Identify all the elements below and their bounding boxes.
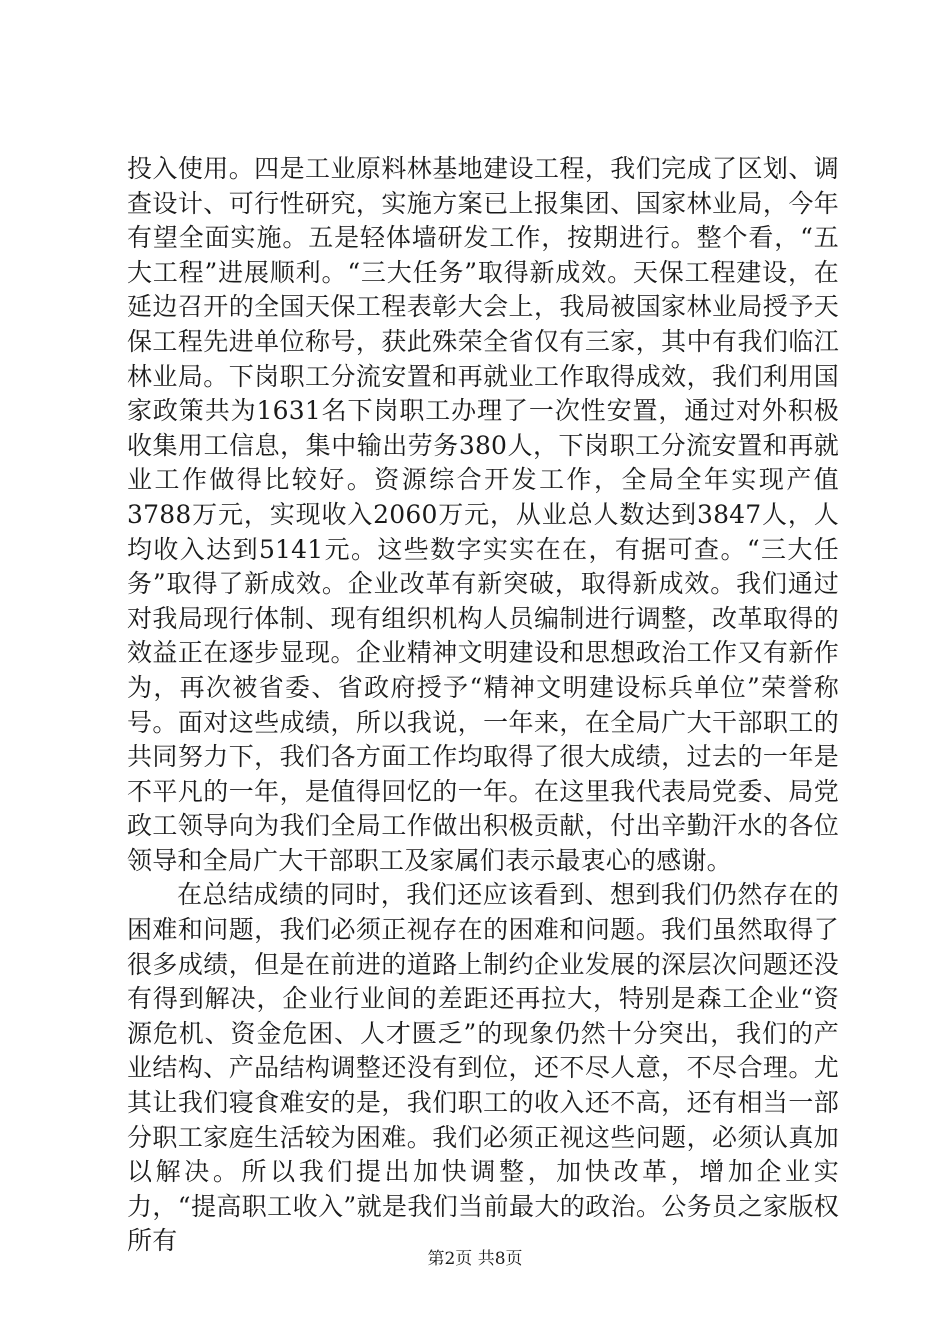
document-body: [127, 152, 839, 1259]
paragraph-2: 在总结成绩的同时，我们还应该看到、想到我们仍然存在的困难和问题，我们必须正视存在的困难和问题。我们虽然取得了很多成绩，但是在前进的道路上制约企业发展的深层次问题还没有得到解决，企业行业间的差距还再拉大，特别是森工企业“资源危机、资金危困、人才匮乏”的现象仍然十分突出，我们的产业结构、产品结构调整还没有到位，还不尽人意，不尽合理。尤其让我们寝食难安的是，我们职工的收入还不高，还有相当一部分职工家庭生活较为困难。我们必须正视这些问题，必须认真加以解决。所以我们提出加快调整，加快改革，增加企业实力，“提高职工收入”就是我们当前最大的政治。公务员之家版权所有: [127, 880, 839, 1256]
page-footer: 第2页 共8页: [427, 1249, 523, 1269]
paragraph-1: 投入使用。四是工业原料林基地建设工程，我们完成了区划、调查设计、可行性研究，实施方案已上报集团、国家林业局，今年有望全面实施。五是轻体墙研发工作，按期进行。整个看，“五大工程”进展顺利。“三大任务”取得新成效。天保工程建设，在延边召开的全国天保工程表彰大会上，我局被国家林业局授予天保工程先进单位称号，获此殊荣全省仅有三家，其中有我们临江林业局。下岗职工分流安置和再就业工作取得成效，我们利用国家政策共为1631名下岗职工办理了一次性安置，通过对外积极收集用工信息，集中输出劳务380人，下岗职工分流安置和再就业工作做得比较好。资源综合开发工作，全局全年实现产值3788万元，实现收入2060万元，从业总人数达到3847人，人均收入达到5141元。这些数字实实在在，有据可查。“三大任务”取得了新成效。企业改革有新突破，取得新成效。我们通过对我局现行体制、现有组织机构人员编制进行调整，改革取得的效益正在逐步显现。企业精神文明建设和思想政治工作又有新作为，再次被省委、省政府授予“精神文明建设标兵单位”荣誉称号。面对这些成绩，所以我说，一年来，在全局广大干部职工的共同努力下，我们各方面工作均取得了很大成绩，过去的一年是不平凡的一年，是值得回忆的一年。在这里我代表局党委、局党政工领导向为我们全局工作做出积极贡献，付出辛勤汗水的各位领导和全局广大干部职工及家属们表示最衷心的感谢。: [127, 154, 839, 875]
